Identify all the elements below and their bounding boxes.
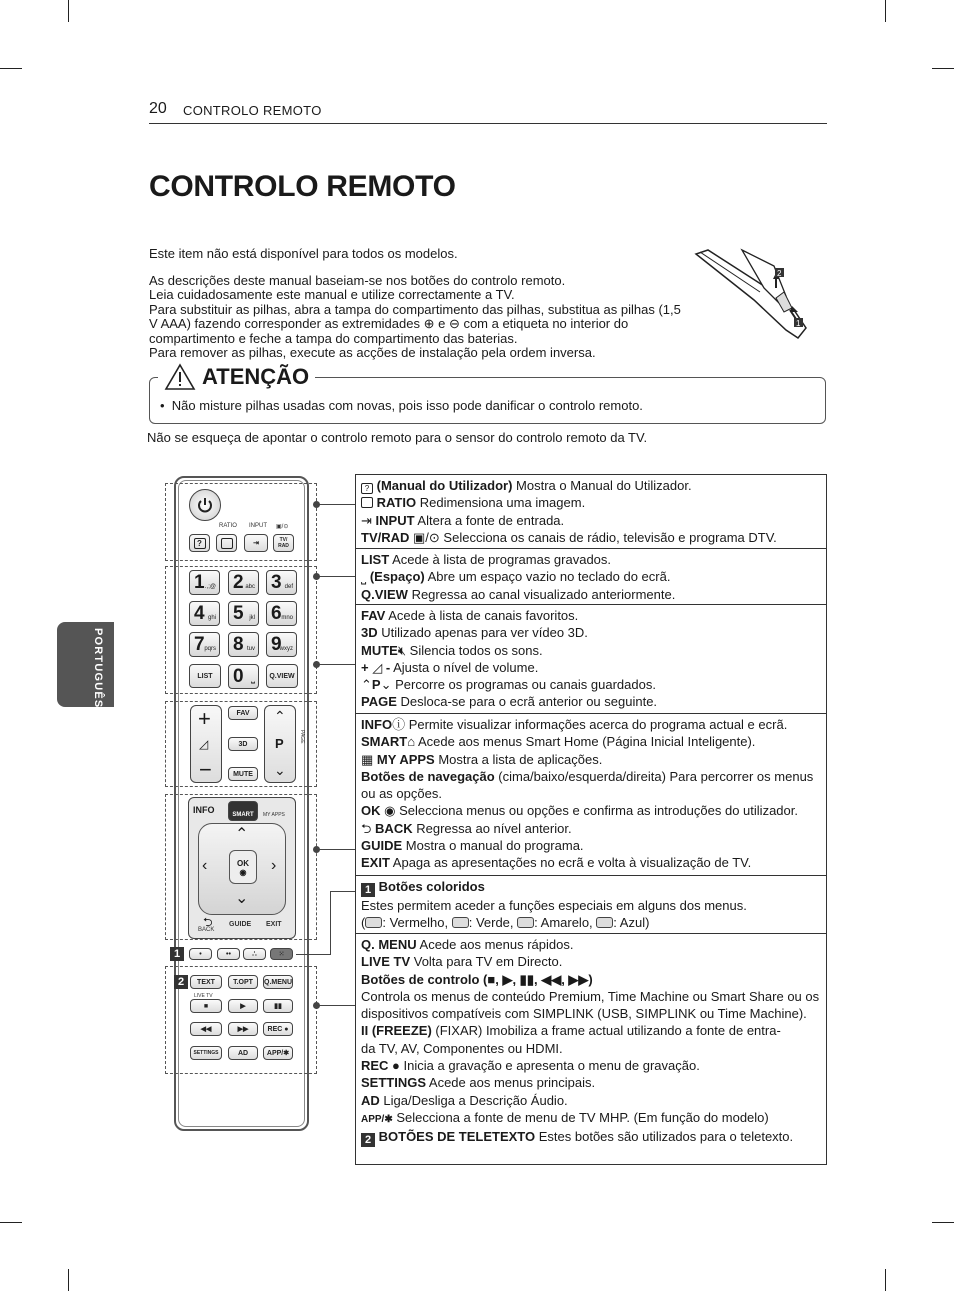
pointing-note: Não se esqueça de apontar o controlo remoto para o sensor do controlo remoto da TV. bbox=[147, 430, 648, 445]
number-digit: 4 bbox=[194, 603, 205, 624]
apps-grid-icon: ▦ bbox=[361, 751, 374, 767]
crop-mark bbox=[0, 68, 22, 69]
myapps-button[interactable]: MY APPS bbox=[263, 812, 285, 818]
page-label: PAGE bbox=[299, 730, 305, 744]
input-button[interactable] bbox=[244, 534, 268, 552]
blue-key-icon bbox=[596, 917, 613, 928]
number-button-4[interactable] bbox=[189, 601, 220, 626]
crop-mark bbox=[885, 0, 886, 22]
volume-icon: ◿ bbox=[199, 737, 209, 751]
crop-mark bbox=[932, 68, 954, 69]
caution-title: ATENÇÃO bbox=[202, 364, 310, 389]
leader-line bbox=[318, 664, 355, 665]
ratio-label: RATIO bbox=[219, 523, 237, 529]
text-button[interactable]: TEXT bbox=[190, 975, 222, 989]
volume-down-icon: − bbox=[199, 757, 212, 782]
number-digit: 3 bbox=[271, 572, 282, 593]
input-icon: ⇥ bbox=[253, 540, 259, 547]
nav-pad[interactable] bbox=[198, 823, 286, 915]
crop-mark bbox=[885, 1269, 886, 1291]
number-button-2[interactable] bbox=[228, 570, 259, 595]
leader-line bbox=[318, 576, 355, 577]
tvrad-icon: ▣/⊙ bbox=[276, 524, 289, 530]
nav-down-icon[interactable]: ⌄ bbox=[235, 890, 249, 907]
number-digit: 5 bbox=[233, 603, 244, 624]
number-letters: abc bbox=[245, 584, 255, 590]
channel-down-icon: ⌄ bbox=[274, 762, 286, 778]
intro-availability: Este item não está disponível para todos os modelos. bbox=[149, 246, 458, 261]
green-key-icon bbox=[452, 917, 469, 928]
exit-button[interactable]: EXIT bbox=[266, 921, 282, 928]
section-title: CONTROLO REMOTO bbox=[183, 103, 322, 118]
channel-up-icon: ⌃ bbox=[274, 708, 286, 724]
ok-dot-icon: ◉ bbox=[239, 868, 247, 877]
app-button[interactable]: APP/✱ bbox=[263, 1046, 293, 1060]
ratio-icon bbox=[361, 497, 373, 508]
ok-label: OK bbox=[237, 859, 249, 868]
number-letters: mno bbox=[281, 615, 293, 621]
caution-item bbox=[160, 398, 643, 413]
number-letters: def bbox=[284, 584, 293, 590]
rec-button[interactable]: REC ● bbox=[263, 1022, 293, 1036]
user-manual-button[interactable] bbox=[189, 534, 210, 552]
language-tab bbox=[57, 622, 114, 707]
smart-button[interactable]: SMART bbox=[228, 801, 258, 821]
intro-read-manual: Leia cuidadosamente este manual e utilize correctamente a TV. bbox=[149, 287, 515, 302]
leader-line bbox=[330, 891, 355, 892]
qmenu-button[interactable]: Q.MENU bbox=[263, 975, 293, 989]
leader-line bbox=[318, 1005, 355, 1006]
badge-2: 2 bbox=[361, 1133, 375, 1147]
callout-navigation: INFOⓘ Permite visualizar informações acerca do programa actual e ecrã. SMART⌂ Acede aos menus Smart Home (Página Inicial Inteligente). ▦ MY APPS Mostra a lista de aplicações. Botões de navegação (cima/baixo/esquerda/direita) Para percorrer os menus ou as opções. OK ◉ Selecciona menus ou opções e confirma as introduções do utilizador. ⮌ BACK Regressa ao nível anterior. GUIDE Mostra o manual do programa. EXIT Apaga as apresentações no ecrã e volta à visualização de TV. bbox=[355, 713, 827, 876]
callout-playback: Q. MENU Acede aos menus rápidos. LIVE TV Volta para TV em Directo. Botões de controlo (■, ▶, ▮▮, ◀◀, ▶▶) Controla os menus de conteúdo Premium, Time Machine ou Smart Share ou os dispositivos compatíveis com SIMPLINK (USB, SIMPLINK ou Time Machine). II (FREEZE) (FIXAR) Imobiliza a frame actual utilizando a fonte de entra- da TV, AV, Componentes ou HDMI. REC ● Inicia a gravação e apresenta o menu de gravação. SETTINGS Acede aos menus principais. AD Liga/Desliga a Descrição Áudio. APP/✱ Selecciona a fonte de menu de TV MHP. (Em função do modelo) 2 BOTÕES DE TELETEXTO Estes botões são utilizados para o teletexto. bbox=[355, 933, 827, 1165]
rewind-button[interactable]: ◀◀ bbox=[190, 1022, 222, 1036]
mute-icon: 🔇︎ bbox=[397, 642, 407, 658]
number-digit: 8 bbox=[233, 634, 244, 655]
number-button-6[interactable] bbox=[266, 601, 297, 626]
ratio-icon bbox=[221, 538, 233, 549]
number-digit: 9 bbox=[271, 634, 282, 655]
number-button-7[interactable] bbox=[189, 632, 220, 657]
channel-rocker[interactable] bbox=[264, 705, 296, 783]
mute-button[interactable]: MUTE bbox=[228, 767, 258, 781]
caution-heading bbox=[158, 360, 315, 394]
blue-button[interactable]: ⁙ bbox=[270, 948, 293, 960]
input-icon: ⇥ bbox=[361, 512, 372, 528]
crop-mark bbox=[68, 0, 69, 22]
back-icon: ⮌ bbox=[361, 820, 372, 836]
tvrad-button[interactable]: TV/ RAD bbox=[273, 534, 294, 552]
back-icon: ⮌ bbox=[203, 915, 213, 929]
number-button-9[interactable] bbox=[266, 632, 297, 657]
number-letters: pqrs bbox=[204, 646, 216, 652]
language-tab-label: PORTUGUÊS bbox=[92, 628, 104, 709]
number-digit: 6 bbox=[271, 603, 282, 624]
caution-item-text: Não misture pilhas usadas com novas, pois isso pode danificar o controlo remoto. bbox=[171, 398, 643, 413]
nav-left-icon[interactable]: ‹ bbox=[202, 857, 208, 874]
ok-dot-icon: ◉ bbox=[384, 803, 396, 819]
crop-mark bbox=[0, 1222, 22, 1223]
svg-text:1: 1 bbox=[796, 319, 801, 328]
leader-line bbox=[318, 504, 355, 505]
number-letters: .,;@ bbox=[204, 584, 216, 590]
leader-line bbox=[296, 954, 330, 955]
ok-button[interactable] bbox=[229, 850, 257, 884]
fav-button[interactable]: FAV bbox=[228, 706, 258, 720]
badge-2: 2 bbox=[174, 975, 188, 989]
livetv-label: LIVE TV bbox=[194, 993, 213, 999]
ratio-button[interactable] bbox=[216, 534, 237, 552]
3d-icon: 3D bbox=[361, 625, 378, 641]
stop-button[interactable]: ■ bbox=[190, 999, 222, 1013]
callout-number-pad: LIST Acede à lista de programas gravados. ⎵ (Espaço) Abre um espaço vazio no teclado do ecrã. Q.VIEW Regressa ao canal visualizado anteriormente. bbox=[355, 548, 827, 605]
group-top-buttons bbox=[165, 483, 317, 561]
qview-button[interactable]: Q.VIEW bbox=[266, 664, 298, 688]
ad-button[interactable]: AD bbox=[228, 1046, 258, 1060]
number-letters: jkl bbox=[249, 615, 255, 621]
volume-icon: ◿ bbox=[372, 659, 383, 675]
number-digit: 2 bbox=[233, 572, 244, 593]
leader-line bbox=[330, 891, 331, 955]
nav-up-icon[interactable]: ⌃ bbox=[235, 826, 249, 843]
user-manual-icon: ? bbox=[361, 483, 373, 494]
page-title: CONTROLO REMOTO bbox=[149, 170, 456, 203]
callout-top-buttons: ? (Manual do Utilizador) Mostra o Manual do Utilizador. RATIO Redimensiona uma imagem. ⇥ INPUT Altera a fonte de entrada. TV/RAD ▣/⊙ Selecciona os canais de rádio, televisão e programa DTV. bbox=[355, 474, 827, 549]
topt-button[interactable]: T.OPT bbox=[228, 975, 258, 989]
number-letters: tuv bbox=[246, 646, 255, 652]
power-button[interactable] bbox=[189, 489, 221, 521]
settings-button[interactable]: SETTINGS bbox=[190, 1046, 222, 1060]
number-button-1[interactable] bbox=[189, 570, 220, 595]
crop-mark bbox=[932, 1222, 954, 1223]
warning-icon bbox=[164, 363, 196, 391]
list-button[interactable]: LIST bbox=[189, 664, 221, 688]
volume-rocker[interactable] bbox=[190, 705, 222, 783]
callout-color-buttons: 1 Botões coloridos Estes permitem aceder a funções especiais em alguns dos menus. ( : Vermelho, : Verde, : Amarelo, : Azul) bbox=[355, 875, 827, 934]
nav-right-icon[interactable]: › bbox=[271, 857, 277, 874]
number-digit: 7 bbox=[194, 634, 205, 655]
badge-1: 1 bbox=[170, 947, 184, 961]
info-icon: ⓘ bbox=[392, 717, 406, 732]
pause-button[interactable]: ▮▮ bbox=[263, 999, 293, 1013]
number-button-8[interactable] bbox=[228, 632, 259, 657]
zero-digit: 0 bbox=[233, 666, 244, 687]
red-button[interactable]: • bbox=[189, 948, 212, 960]
yellow-button[interactable]: ∴ bbox=[243, 948, 266, 960]
3d-button[interactable]: 3D bbox=[228, 737, 258, 751]
channel-label: P bbox=[275, 736, 284, 751]
callout-volume-channel: FAV Acede à lista de canais favoritos. 3D Utilizado apenas para ver vídeo 3D. MUTE🔇︎ Silencia todos os sons. + ◿ - Ajusta o nível de volume. ⌃P⌄ Percorre os programas ou canais guardados. PAGE Desloca-se para o ecrã anterior ou seguinte. bbox=[355, 604, 827, 714]
number-letters: ghi bbox=[207, 615, 216, 621]
space-icon: ⎵ bbox=[251, 673, 255, 684]
crop-mark bbox=[68, 1269, 69, 1291]
chevron-up-icon: ⌃ bbox=[361, 677, 372, 693]
zero-space-button[interactable] bbox=[228, 664, 259, 689]
leader-line bbox=[318, 849, 355, 850]
yellow-key-icon bbox=[517, 917, 534, 928]
green-button[interactable]: •• bbox=[217, 948, 240, 960]
intro-descriptions: As descrições deste manual baseiam-se nos botões do controlo remoto. bbox=[149, 272, 566, 288]
back-button[interactable]: BACK bbox=[198, 927, 215, 933]
intro-text bbox=[149, 247, 694, 361]
number-button-3[interactable] bbox=[266, 570, 297, 595]
bullet-icon: • bbox=[160, 398, 172, 413]
guide-button[interactable]: GUIDE bbox=[229, 921, 252, 928]
page-header bbox=[149, 100, 827, 124]
page-number: 20 bbox=[149, 100, 167, 117]
info-button[interactable]: INFO bbox=[193, 805, 215, 815]
intro-battery-remove: Para remover as pilhas, execute as acções de instalação pela ordem inversa. bbox=[149, 345, 596, 360]
rec-label: REC bbox=[267, 1025, 283, 1033]
space-icon: ⎵ bbox=[361, 569, 367, 585]
number-letters: wxyz bbox=[279, 646, 293, 652]
input-label: INPUT bbox=[249, 523, 267, 529]
volume-up-icon: + bbox=[198, 706, 211, 731]
forward-button[interactable]: ▶▶ bbox=[228, 1022, 258, 1036]
intro-battery-replace: Para substituir as pilhas, abra a tampa do compartimento das pilhas, substitua as pilhas (1,5 V AAA) fazendo corresponder as extremidades ⊕ e ⊖ com a etiqueta no interior do compartimento e feche a tampa do compartimento das baterias. bbox=[149, 301, 681, 346]
badge-1: 1 bbox=[361, 883, 375, 897]
tvrad-icon: ▣/⊙ bbox=[413, 529, 440, 545]
play-button[interactable]: ▶ bbox=[228, 999, 258, 1013]
chevron-down-icon: ⌄ bbox=[380, 677, 392, 693]
power-icon bbox=[196, 496, 214, 514]
user-manual-icon: ? bbox=[194, 538, 206, 549]
home-icon: ⌂ bbox=[407, 734, 416, 750]
number-button-5[interactable] bbox=[228, 601, 259, 626]
battery-remote-illustration bbox=[694, 248, 812, 344]
red-key-icon bbox=[365, 917, 382, 928]
number-digit: 1 bbox=[194, 572, 205, 593]
svg-text:2: 2 bbox=[777, 269, 782, 278]
